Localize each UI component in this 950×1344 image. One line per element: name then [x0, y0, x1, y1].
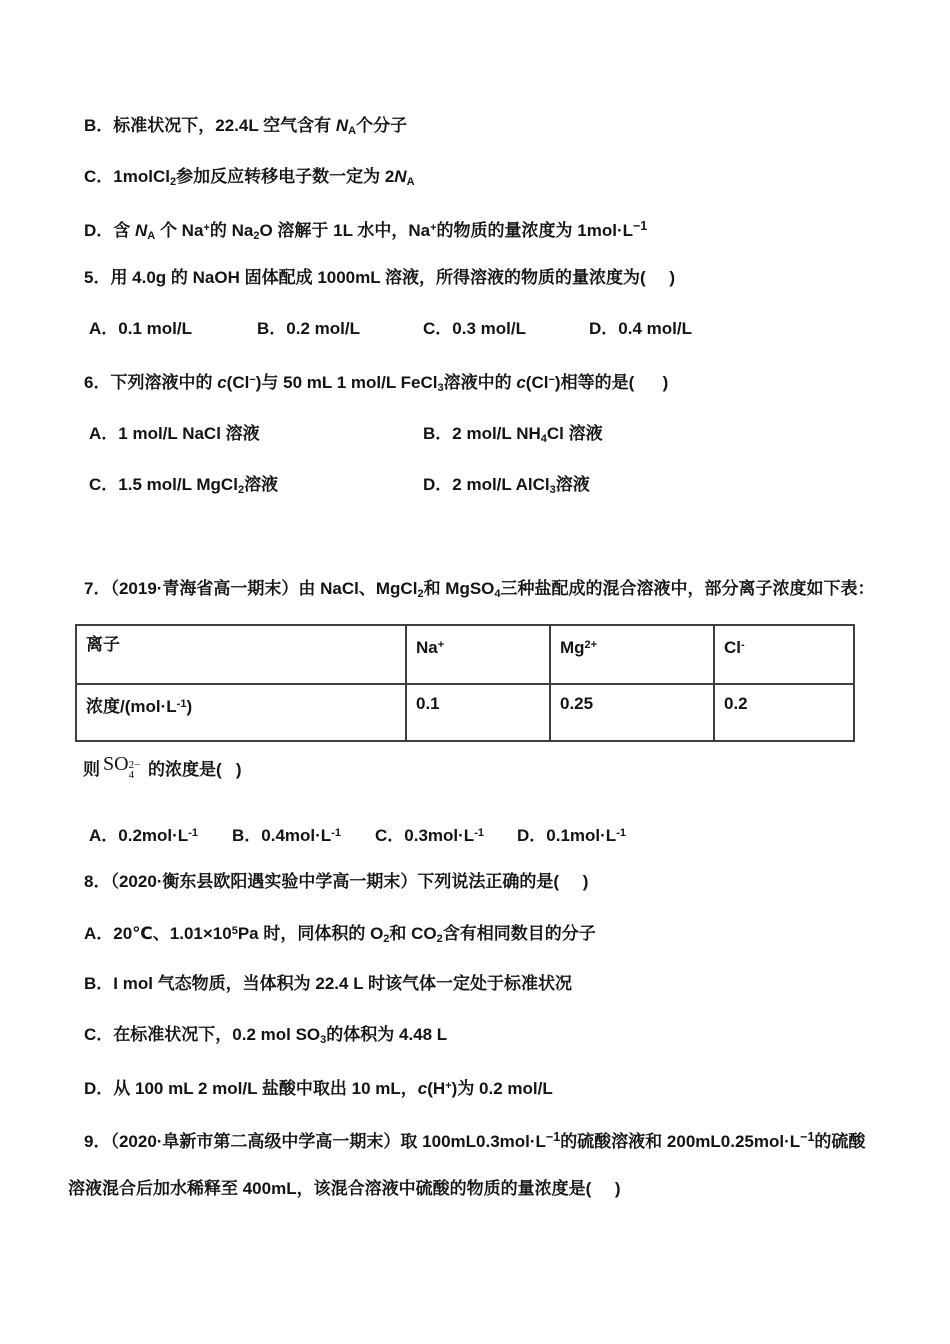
text-segment: 和 MgSO [423, 579, 495, 598]
text-segment: ) [186, 697, 193, 716]
text-segment: 溶液混合后加水稀释至 400mL，该混合溶液中硫酸的物质的量浓度是( ) [68, 1179, 621, 1198]
text-segment: 0.25 [560, 694, 594, 713]
text-segment: − [548, 374, 555, 386]
text-segment: (H [427, 1079, 446, 1098]
q7-option-b [232, 821, 341, 848]
q4-option-d [84, 214, 647, 248]
text-segment: )为 0.2 mol/L [451, 1079, 553, 1098]
text-segment: B．I mol 气态物质，当体积为 22.4 L 时该气体一定处于标准状况 [84, 974, 573, 993]
q6-option-a [89, 422, 260, 446]
text-segment: D．2 mol/L AlCl [423, 475, 550, 494]
text-segment: 三种盐配成的混合溶液中，部分离子浓度如下表： [500, 579, 875, 598]
q7-after-table [83, 752, 242, 782]
text-segment: c [417, 1079, 428, 1098]
q8-option-a [84, 919, 596, 951]
formula-superscript: 2− [128, 759, 141, 771]
text-segment: D．0.1mol·L [517, 826, 617, 845]
text-segment: 5．用 4.0g 的 NaOH 固体配成 1000mL 溶液，所得溶液的物质的量浓度为( ) [84, 268, 675, 287]
text-segment: + [437, 639, 445, 651]
text-segment: Pa 时，同体积的 O [237, 924, 384, 943]
text-segment: 的 Na [209, 221, 254, 240]
text-segment: N [335, 116, 349, 135]
text-segment: 溶液中的 [443, 373, 517, 392]
table-cell [550, 625, 714, 684]
q7-option-c [375, 821, 484, 848]
text-segment: −1 [800, 1130, 815, 1144]
text-segment: A．20℃、1.01×10 [84, 924, 232, 943]
q9-stem-line1 [84, 1125, 865, 1154]
q6-option-c [89, 473, 278, 502]
table-cell [550, 684, 714, 741]
q5-option-c [423, 317, 526, 341]
text-segment: C．1.5 mol/L MgCl [89, 475, 238, 494]
q4-option-b [84, 114, 407, 143]
text-segment: 4 [494, 588, 501, 600]
text-segment: -1 [474, 827, 484, 839]
formula-scripts [129, 760, 141, 780]
text-segment: C．0.3 mol/L [423, 319, 526, 338]
text-segment: B．2 mol/L NH [423, 424, 541, 443]
text-segment: 2 [169, 176, 177, 188]
text-segment: 个 Na [155, 221, 204, 240]
text-segment: O 溶解于 1L 水中，Na [259, 221, 431, 240]
text-segment: 溶液 [555, 475, 590, 494]
text-segment: −1 [545, 1130, 561, 1144]
text-segment: 和 CO [389, 924, 437, 943]
text-segment: B．0.4mol·L [232, 826, 332, 845]
text-segment: 5 [231, 925, 238, 937]
table-cell [76, 684, 406, 741]
text-segment: (Cl [525, 373, 549, 392]
text-segment: A．0.1 mol/L [89, 319, 192, 338]
q5-option-b [257, 317, 360, 341]
text-segment: 9．（2020·阜新市第二高级中学高一期末）取 100mL0.3mol·L [84, 1132, 546, 1151]
text-segment: 的体积为 4.48 L [326, 1025, 448, 1044]
text-segment: −1 [633, 219, 648, 233]
text-segment: 3 [549, 484, 556, 496]
q7-option-d [517, 821, 626, 848]
text-segment: 0.1 [416, 694, 440, 713]
text-segment: B．标准状况下，22.4L 空气含有 [84, 116, 336, 135]
table-cell [714, 684, 854, 741]
q8-option-d [84, 1074, 553, 1101]
text-segment: D．含 [84, 221, 135, 240]
text-segment: 的物质的量浓度为 1mol·L [436, 221, 633, 240]
text-segment: (Cl [226, 373, 250, 392]
text-segment: 2 [417, 588, 424, 600]
text-segment: Cl [724, 638, 741, 657]
text-segment: + [445, 1080, 452, 1092]
text-segment: 2 [436, 933, 443, 945]
q7-stem [84, 577, 875, 606]
text-segment: Na [416, 638, 438, 657]
text-segment: 的硫酸 [814, 1132, 866, 1151]
text-segment: 8．（2020·衡东县欧阳遇实验中学高一期末）下列说法正确的是( ) [84, 872, 589, 891]
text-segment: 含有相同数目的分子 [442, 924, 596, 943]
text-segment: D．0.4 mol/L [589, 319, 692, 338]
text-segment: 个分子 [356, 116, 408, 135]
text-segment: 的浓度是( ) [143, 760, 242, 779]
q7-option-a [89, 821, 198, 848]
table-cell [406, 684, 550, 741]
text-segment: 0.2 [724, 694, 748, 713]
text-segment: N [394, 167, 407, 186]
text-segment: + [203, 222, 210, 234]
text-segment: D．从 100 mL 2 mol/L 盐酸中取出 10 mL， [84, 1079, 418, 1098]
text-segment: 2 [383, 933, 390, 945]
text-segment: -1 [188, 827, 198, 839]
text-segment: c [516, 373, 526, 392]
text-segment: Cl 溶液 [546, 424, 603, 443]
table-cell [76, 625, 406, 684]
q6-option-b [423, 422, 603, 451]
text-segment: 浓度/(mol·L [86, 697, 177, 716]
ion-concentration-table [75, 624, 855, 742]
text-segment: A [348, 125, 357, 137]
formula-subscript: 4 [128, 769, 135, 781]
text-segment: -1 [616, 827, 626, 839]
q8-stem [84, 870, 588, 894]
q9-stem-line2 [68, 1177, 621, 1201]
text-segment: -1 [176, 698, 187, 710]
text-segment: A [406, 176, 415, 188]
text-segment: B．0.2 mol/L [257, 319, 360, 338]
text-segment: 3 [320, 1034, 327, 1046]
text-segment: Mg [560, 638, 585, 657]
text-segment: 2 [237, 484, 245, 496]
text-segment: )相等的是( ) [554, 373, 669, 392]
q8-option-c [84, 1023, 447, 1052]
text-segment: 的硫酸溶液和 200mL0.25mol·L [560, 1132, 801, 1151]
q8-option-b [84, 972, 572, 996]
text-segment: A．1 mol/L NaCl 溶液 [89, 424, 260, 443]
text-segment: -1 [331, 827, 341, 839]
text-segment: N [135, 221, 148, 240]
text-segment: c [217, 373, 227, 392]
text-segment: 则 [83, 760, 100, 779]
text-segment: )与 50 mL 1 mol/L FeCl [255, 373, 438, 392]
q6-stem [84, 368, 668, 400]
text-segment: 7．（2019·青海省高一期末）由 NaCl、MgCl [84, 579, 418, 598]
text-segment: 4 [540, 433, 547, 445]
text-segment: 溶液 [244, 475, 279, 494]
table-cell [406, 625, 550, 684]
table-cell [714, 625, 854, 684]
formula-base: SO [103, 753, 129, 775]
q6-option-d [423, 473, 590, 502]
q4-option-c [84, 165, 415, 194]
text-segment: - [741, 639, 745, 651]
text-segment: 2 [253, 230, 260, 242]
text-segment: 6．下列溶液中的 [84, 373, 218, 392]
text-segment: C．0.3mol·L [375, 826, 475, 845]
q5-option-d [589, 317, 692, 341]
text-segment: 参加反应转移电子数一定为 2 [176, 167, 395, 186]
q5-option-a [89, 317, 192, 341]
text-segment: + [430, 222, 437, 234]
text-segment: 3 [437, 382, 444, 394]
text-segment: 2+ [584, 639, 598, 651]
text-segment: A [147, 230, 156, 242]
sulfate-ion-formula [103, 752, 140, 780]
q5-stem [84, 266, 675, 290]
text-segment: A．0.2mol·L [89, 826, 189, 845]
text-segment: − [249, 374, 256, 386]
text-segment: C．在标准状况下，0.2 mol SO [84, 1025, 321, 1044]
text-segment: 离子 [86, 635, 120, 654]
text-segment: C．1molCl [84, 167, 170, 186]
